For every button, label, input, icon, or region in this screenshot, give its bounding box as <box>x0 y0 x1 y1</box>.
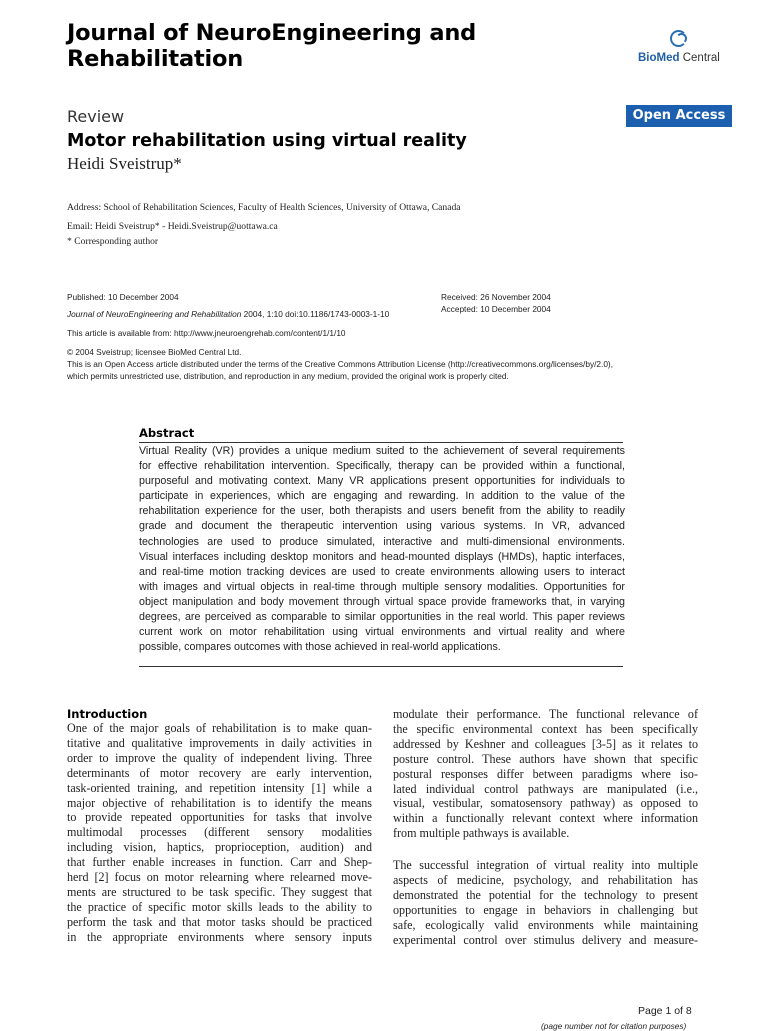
body-text-line: titative and qualitative improvements in daily activities in <box>67 735 372 750</box>
logo-inner-ring-icon <box>676 33 687 44</box>
body-text-line: task-oriented training, and repetition intensity [1] while a <box>67 780 372 795</box>
body-text-line: opportunities to engage in behaviors in challenging but <box>393 902 698 917</box>
citation-journal: Journal of NeuroEngineering and Rehabilitation <box>67 309 242 319</box>
citation-details: 2004, 1:10 doi:10.1186/1743-0003-1-10 <box>241 309 390 319</box>
corresponding-author-note: * Corresponding author <box>67 236 159 247</box>
abstract-line: current work on motor rehabilitation using virtual environments and virtual reality and where <box>139 626 625 639</box>
body-text-line: order to improve the quality of independent living. Three <box>67 750 372 765</box>
author-email: Email: Heidi Sveistrup* - Heidi.Sveistrup@uottawa.ca <box>67 221 278 232</box>
abstract-line: rehabilitation experience for the user, both therapists and users benefit from the ability to readily <box>139 505 625 518</box>
body-text-line: The successful integration of virtual reality into multiple <box>393 858 698 872</box>
logo-text <box>638 52 720 64</box>
abstract-body <box>139 444 625 655</box>
article-url[interactable]: This article is available from: http://www.jneuroengrehab.com/content/1/1/10 <box>67 328 346 338</box>
body-right-column-para-1 <box>393 707 698 841</box>
journal-title-line-1: Journal of NeuroEngineering and <box>67 20 477 46</box>
abstract-heading: Abstract <box>139 426 195 440</box>
body-right-column-para-2 <box>393 858 698 947</box>
body-text-line: visual, vestibular, somatosensory pathway) as opposed to <box>393 796 698 811</box>
abstract-line: participate in experiences, which are engaging and rewarding. In addition to the value of the <box>139 490 625 503</box>
copyright: © 2004 Sveistrup; licensee BioMed Central Ltd. <box>67 347 242 357</box>
body-text-line: determinants of motor recovery are early intervention, <box>67 765 372 780</box>
body-text-line: ments are structured to be task specific. They suggest that <box>67 884 372 899</box>
body-text-line: the practice of specific motor skills leads to the ability to <box>67 899 372 914</box>
abstract-line: possible, compares outcomes with those achieved in real-world applications. <box>139 641 501 654</box>
biomed-central-logo <box>636 30 746 70</box>
body-text-line: within a functionally relevant context where information <box>393 811 698 826</box>
body-text-line: that further enable increases in function. Carr and Shep- <box>67 855 372 870</box>
abstract-line: purposeful and motivating context. Many VR applications present opportunities for individuals to <box>139 475 625 488</box>
body-text-line: safe, ecologically valid environments while maintaining <box>393 917 698 932</box>
abstract-bottom-rule <box>139 666 623 667</box>
body-text-line: postural responses differ between paradigms where iso- <box>393 766 698 781</box>
accepted-date: Accepted: 10 December 2004 <box>441 304 551 314</box>
body-text-line: to provide repeated opportunities for tasks that involve <box>67 810 372 825</box>
body-text-line: including vision, haptics, proprioception, audition) and <box>67 840 372 855</box>
body-text-line: One of the major goals of rehabilitation is to make quan- <box>67 721 372 735</box>
body-text-line: lated individual control pathways are manipulated (i.e., <box>393 781 698 796</box>
introduction-heading: Introduction <box>67 707 148 721</box>
article-type: Review <box>67 107 125 126</box>
received-date: Received: 26 November 2004 <box>441 292 551 302</box>
abstract-line: technologies are used to produce simulated, interactive and multi-dimensional environments. <box>139 535 625 548</box>
author-address: Address: School of Rehabilitation Sciences, Faculty of Health Sciences, University of Ottawa, Canada <box>67 202 461 213</box>
author-name: Heidi Sveistrup* <box>67 154 182 173</box>
abstract-line: object manipulation and body movement through virtual space provide frameworks that, in varying <box>139 595 625 608</box>
logo-text-biomed: BioMed <box>638 52 680 64</box>
body-text-line: experimental control over stimulus delivery and measure- <box>393 932 698 947</box>
body-text-line: from multiple pathways is available. <box>393 826 570 841</box>
article-title: Motor rehabilitation using virtual reality <box>67 131 467 151</box>
license-line-2: which permits unrestricted use, distribution, and reproduction in any medium, provided the original work is properly cited. <box>67 371 509 381</box>
logo-text-central: Central <box>679 52 720 64</box>
body-left-column <box>67 721 372 945</box>
abstract-line: for effective rehabilitation intervention. Specifically, therapy can be provided within a functional, <box>139 460 625 473</box>
body-text-line: aspects of medicine, psychology, and rehabilitation has <box>393 872 698 887</box>
abstract-line: with images and virtual objects in real-time through multiple sensory modalities. Opportunities for <box>139 580 625 593</box>
abstract-line: and real-time motion tracking devices are used to create environments allowing users to interact <box>139 565 625 578</box>
open-access-badge: Open Access <box>626 105 732 127</box>
body-text-line: multimodal processes (different sensory modalities <box>67 825 372 840</box>
page-number: Page 1 of 8 <box>638 1005 692 1017</box>
body-text-line: the specific environmental context has been specifically <box>393 721 698 736</box>
journal-title <box>67 20 567 72</box>
citation <box>67 309 389 319</box>
body-text-line: modulate their performance. The functional relevance of <box>393 707 698 721</box>
journal-title-line-2: Rehabilitation <box>67 46 244 72</box>
body-text-line: addressed by Keshner and colleagues [3-5] as it relates to <box>393 736 698 751</box>
body-text-line: perform the task and that motor tasks should be practiced <box>67 914 372 929</box>
page-number-note: (page number not for citation purposes) <box>541 1021 687 1031</box>
abstract-top-rule <box>139 442 623 443</box>
abstract-line: degrees, are perceived as comparable to similar opportunities in the real world. This paper reviews <box>139 611 625 624</box>
abstract-line: Virtual Reality (VR) provides a unique medium suited to the achievement of several requirements <box>139 445 625 457</box>
published-date: Published: 10 December 2004 <box>67 292 179 302</box>
abstract-line: grade and document the therapeutic intervention using various systems. In VR, advanced <box>139 520 625 533</box>
body-text-line: in the appropriate environments where sensory inputs <box>67 929 372 944</box>
license-line-1[interactable]: This is an Open Access article distributed under the terms of the Creative Commons Attribution License (http://creativecommons.org/licenses/by/2.0), <box>67 359 613 369</box>
body-text-line: herd [2] focus on motor relearning where relearned move- <box>67 870 372 885</box>
body-text-line: major objective of rehabilitation is to identify the means <box>67 795 372 810</box>
body-text-line: posture control. These authors have shown that specific <box>393 751 698 766</box>
abstract-line: Visual interfaces including desktop monitors and head-mounted displays (HMDs), haptic interfaces, <box>139 550 625 563</box>
body-text-line: demonstrated the potential for the technology to present <box>393 887 698 902</box>
